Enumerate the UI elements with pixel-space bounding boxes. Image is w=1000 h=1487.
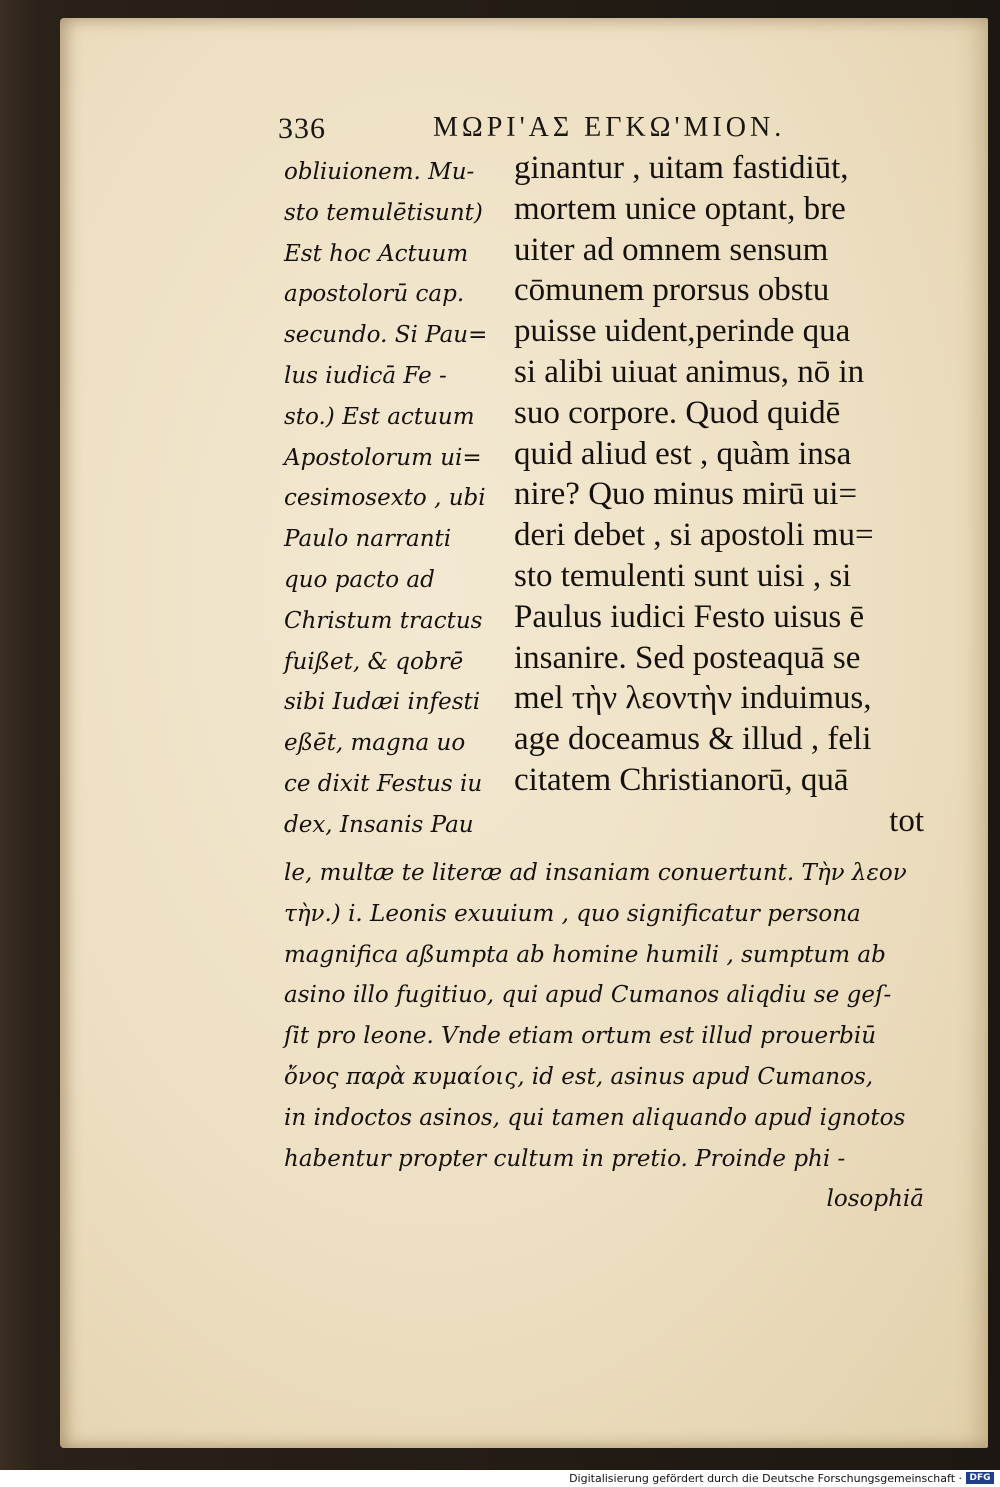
margin-note-line: apostolorū cap. [284,281,465,308]
margin-note-line: eßēt, magna uo [284,730,466,757]
margin-note-line: sto.) Est actuum [284,403,475,430]
main-text-line: nire? Quo minus mirū ui= [514,476,858,513]
main-text-line: mortem unice optant, bre [514,190,846,227]
main-text-line: puisse uident,perinde qua [514,313,851,350]
main-text-line: deri debet , si apostoli mu= [514,517,874,554]
commentary-line: le, multæ te literæ ad insaniam conuertunt. Τὴν λεον [284,860,907,886]
margin-note-line: secundo. Si Pau= [284,322,488,349]
running-title: ΜΩΡΙ'ΑΣ ΕΓΚΩ'ΜΙΟΝ. [433,112,786,143]
commentary-line: magnifica aßumpta ab homine humili , sumptum ab [284,941,886,968]
margin-note-line: Paulo narranti [284,526,452,553]
main-text-line: uiter ad omnem sensum [514,231,829,268]
commentary-line: in indoctos asinos, qui tamen aliquando apud ignotos [284,1104,906,1131]
main-text-column [514,148,924,842]
commentary-line: habentur propter cultum in pretio. Proinde phi - [284,1145,846,1172]
commentary-line: asino illo fugitiuo, qui apud Cumanos aliqdiu se geſ- [284,982,892,1009]
page-header [278,112,838,152]
main-text-line: si alibi uiuat animus, nō in [514,353,865,390]
margin-note-line: Apostolorum ui= [284,444,482,471]
margin-note-line: obliuionem. Mu- [284,159,475,185]
margin-note-line: quo pacto ad [284,566,435,593]
main-text-line: cōmunem prorsus obstu [514,272,830,309]
margin-note-line: lus iudicā Fe - [284,362,447,389]
commentary-line: ſit pro leone. Vnde etiam ortum est illud prouerbiū [284,1023,877,1050]
catchword-line: tot [889,802,924,839]
main-text-line: age doceamus & illud , feli [514,721,872,758]
catchword-line: losophiā [826,1186,924,1213]
margin-note-line: Est hoc Actuum [284,240,469,267]
funding-credit: Digitalisierung gefördert durch die Deutsche Forschungsgemeinschaft · [569,1472,962,1485]
main-text-line: suo corpore. Quod quidē [514,394,841,431]
main-text-line: sto temulenti sunt uisi , si [514,557,852,594]
dfg-logo-icon: DFG [966,1472,994,1484]
main-text-line: Paulus iudici Festo uisus ē [514,598,865,635]
main-text-line: insanire. Sed posteaquā se [514,639,861,676]
margin-note-line: cesimosexto , ubi [284,485,486,512]
margin-note-line: Christum tractus [284,607,483,634]
main-text-line: ginantur , uitam fastidiūt, [514,150,849,186]
margin-note-line: sibi Iudæi infesti [284,689,481,716]
margin-note-line: dex, Insanis Pau [284,811,474,838]
margin-note-line: fuißet, & qobrē [284,648,464,675]
main-text-line: quid aliud est , quàm insa [514,435,852,472]
margin-note-line: ce dixit Festus iu [284,770,483,797]
commentary-block [284,852,924,1219]
margin-notes [284,152,504,846]
commentary-line: ὄνος παρὰ κυμαίοις, id est, asinus apud Cumanos, [284,1063,874,1090]
commentary-line: τὴν.) i. Leonis exuuium , quo significatur persona [284,900,861,927]
margin-note-line: sto temulētisunt) [284,199,483,226]
page-number: 336 [278,112,326,145]
digitization-footer [0,1470,1000,1487]
main-text-line: mel τὴν λεοντὴν induimus, [514,680,872,717]
main-text-line: citatem Christianorū, quā [514,761,849,798]
